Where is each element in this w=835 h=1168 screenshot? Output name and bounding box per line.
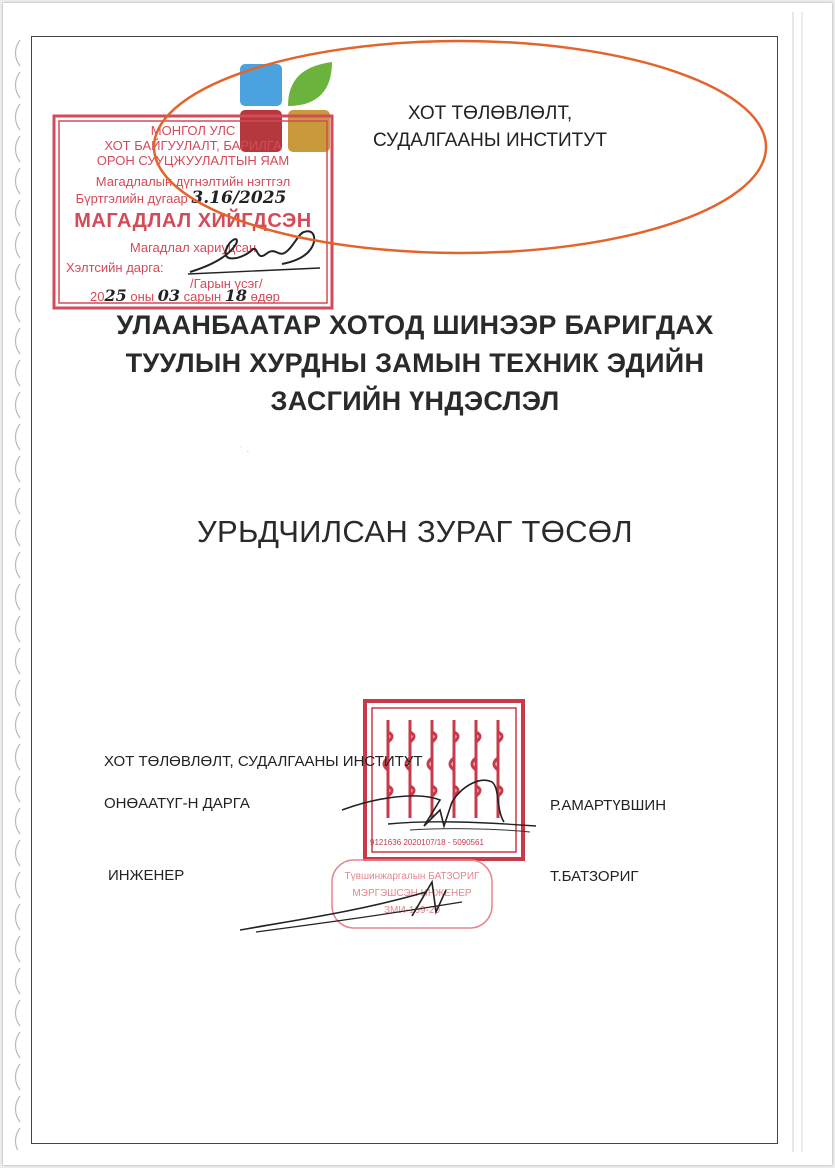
project-title-line3: ЗАСГИЙН ҮНДЭСЛЭЛ xyxy=(270,386,560,416)
stamp-date-month: 03 xyxy=(157,286,181,305)
document-subtitle: УРЬДЧИЛСАН ЗУРАГ ТӨСӨЛ xyxy=(197,514,633,549)
highlight-ellipse xyxy=(150,36,770,258)
stamp-signature-note: /Гарын үсэг/ xyxy=(190,276,263,291)
stamp-approved-title: МАГАДЛАЛ ХИЙГДСЭН xyxy=(74,210,312,232)
stamp-reg-number: 3.16/2025 xyxy=(191,188,287,208)
engineer-name: Т.БАТЗОРИГ xyxy=(550,868,639,885)
director-name: Р.АМАРТҮВШИН xyxy=(550,797,667,814)
director-role: ОНӨААТҮГ-Н ДАРГА xyxy=(104,795,250,812)
seal-bottom-text: 9121636 2020107/18 - 5090561 xyxy=(370,838,484,847)
project-title-line1: УЛААНБААТАР ХОТОД ШИНЭЭР БАРИГДАХ xyxy=(116,310,714,340)
engineer-stamp-code: ЗМИ-169-20 xyxy=(383,905,441,916)
stamp-date-day: 18 xyxy=(224,286,248,305)
institute-name-line1: ХОТ ТӨЛӨВЛӨЛТ, xyxy=(407,103,573,124)
stamp-date-year: 25 xyxy=(104,286,127,305)
engineer-role: ИНЖЕНЕР xyxy=(108,867,185,884)
director-signature xyxy=(340,766,540,846)
scan-speck: ˙ · xyxy=(240,446,250,457)
stamp-line-review: Магадлалын дүгнэлтийн нэгтгэл xyxy=(95,174,291,189)
right-edge-lines xyxy=(790,12,808,1152)
engineer-signature xyxy=(236,872,466,938)
stamp-date-prefix: 20 xyxy=(90,289,105,304)
engineer-stamp-title: МЭРГЭШСЭН ИНЖЕНЕР xyxy=(352,888,472,899)
project-title xyxy=(80,306,750,420)
signatory-organization: ХОТ ТӨЛӨВЛӨЛТ, СУДАЛГААНЫ ИНСТИТУТ xyxy=(104,753,423,770)
project-title-line2: ТУУЛЫН ХУРДНЫ ЗАМЫН ТЕХНИК ЭДИЙН xyxy=(125,348,705,378)
institute-name-line2: СУДАЛГААНЫ ИНСТИТУТ xyxy=(373,130,607,151)
stamp-head-label: Хэлтсийн дарга: xyxy=(66,260,164,275)
engineer-stamp-name: Түвшинжаргалын БАТЗОРИГ xyxy=(344,871,480,882)
stamp-date-month-label: оны xyxy=(130,289,155,304)
stamp-line-country: МОНГОЛ УЛС xyxy=(150,123,236,138)
stamp-responsible: Магадлал хариуцсан xyxy=(129,240,257,255)
stamp-date-day-suffix: өдөр xyxy=(250,289,280,304)
binder-edge-marks xyxy=(6,40,28,1150)
stamp-reg-label: Бүртгэлийн дугаар xyxy=(75,191,188,206)
stamp-line-ministry-2: ОРОН СУУЦЖУУЛАЛТЫН ЯАМ xyxy=(96,153,290,168)
stamp-date-day-label: сарын xyxy=(183,289,222,304)
stamp-date-row xyxy=(90,288,280,304)
stamp-line-ministry-1: ХОТ БАЙГУУЛАЛТ, БАРИЛГА xyxy=(104,138,282,153)
